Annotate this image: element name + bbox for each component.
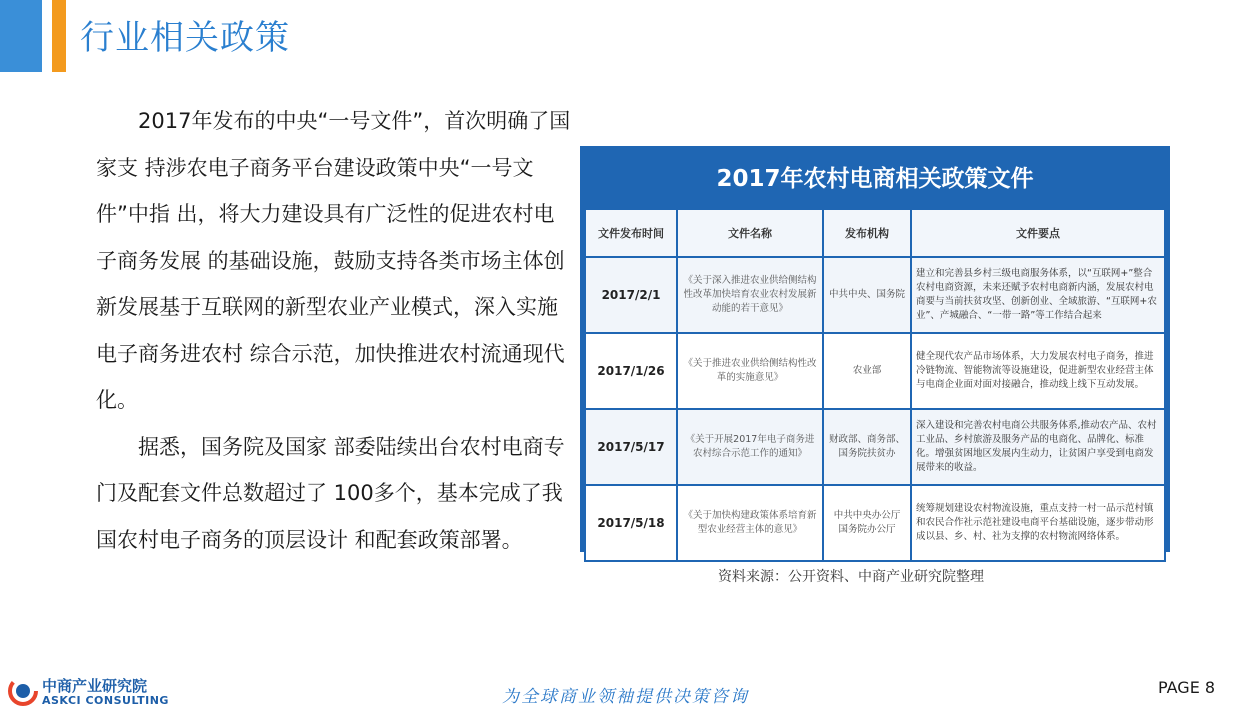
cell-date: 2017/5/17 — [585, 409, 677, 485]
table-row — [585, 409, 1165, 485]
cell-date: 2017/5/18 — [585, 485, 677, 561]
cell-date: 2017/1/26 — [585, 333, 677, 409]
cell-name: 《关于推进农业供给侧结构性改革的实施意见》 — [677, 333, 823, 409]
table-row — [585, 333, 1165, 409]
cell-name: 《关于开展2017年电子商务进农村综合示范工作的通知》 — [677, 409, 823, 485]
footer-slogan: 为全球商业领袖提供决策咨询 — [502, 687, 749, 707]
askci-logo-icon — [8, 676, 38, 706]
col-header-points: 文件要点 — [911, 209, 1165, 257]
policy-table — [584, 208, 1166, 562]
header-accent-blue — [0, 0, 42, 72]
cell-points: 深入建设和完善农村电商公共服务体系,推动农产品、农村工业品、乡村旅游及服务产品的电商化、品牌化、标准化。增强贫困地区发展内生动力，让贫困户享受到电商发展带来的收益。 — [911, 409, 1165, 485]
col-header-name: 文件名称 — [677, 209, 823, 257]
table-row — [585, 485, 1165, 561]
body-text — [96, 98, 572, 563]
cell-org: 中共中央办公厅 国务院办公厅 — [823, 485, 911, 561]
header-accent-orange — [52, 0, 66, 72]
paragraph-2: 据悉，国务院及国家 部委陆续出台农村电商专门及配套文件总数超过了 100多个，基本完成了我国农村电子商务的顶层设计 和配套政策部署。 — [96, 434, 565, 552]
logo-name-en: ASKCI CONSULTING — [42, 694, 169, 707]
paragraph-1: 2017年发布的中央“一号文件”，首次明确了国家支 持涉农电子商务平台建设政策中央“一号文件”中指 出，将大力建设具有广泛性的促进农村电子商务发展 的基础设施，鼓励支持各类市场主体创新发展基于互联网的新型农业产业模式，深入实施电子商务进农村 综合示范，加快推进农村流通现代化。 — [96, 109, 571, 412]
cell-name: 《关于加快构建政策体系培育新型农业经营主体的意见》 — [677, 485, 823, 561]
col-header-org: 发布机构 — [823, 209, 911, 257]
source-note: 资料来源：公开资料、中商产业研究院整理 — [718, 569, 984, 585]
table-title: 2017年农村电商相关政策文件 — [716, 166, 1034, 192]
table-row — [585, 257, 1165, 333]
cell-org: 中共中央、国务院 — [823, 257, 911, 333]
cell-points: 健全现代农产品市场体系，大力发展农村电子商务，推进冷链物流、智能物流等设施建设，促进新型农业经营主体与电商企业面对面对接融合，推动线上线下互动发展。 — [911, 333, 1165, 409]
page-number: PAGE 8 — [1158, 678, 1216, 697]
cell-points: 建立和完善县乡村三级电商服务体系，以“互联网+”整合农村电商资源，未来还赋予农村电商新内涵，发展农村电商要与当前扶贫攻坚、创新创业、全域旅游、“互联网+农业”、产城融合、“一带一路”等工作结合起来 — [911, 257, 1165, 333]
cell-date: 2017/2/1 — [585, 257, 677, 333]
page-title: 行业相关政策 — [80, 18, 290, 58]
cell-org: 农业部 — [823, 333, 911, 409]
cell-name: 《关于深入推进农业供给侧结构性改革加快培育农业农村发展新动能的若干意见》 — [677, 257, 823, 333]
logo-name-cn: 中商产业研究院 — [42, 677, 148, 695]
policy-table-figure — [580, 146, 1170, 552]
cell-org: 财政部、商务部、国务院扶贫办 — [823, 409, 911, 485]
table-header-row — [585, 209, 1165, 257]
col-header-date: 文件发布时间 — [585, 209, 677, 257]
cell-points: 统筹规划建设农村物流设施，重点支持一村一品示范村镇和农民合作社示范社建设电商平台基础设施，逐步带动形成以县、乡、村、社为支撑的农村物流网络体系。 — [911, 485, 1165, 561]
